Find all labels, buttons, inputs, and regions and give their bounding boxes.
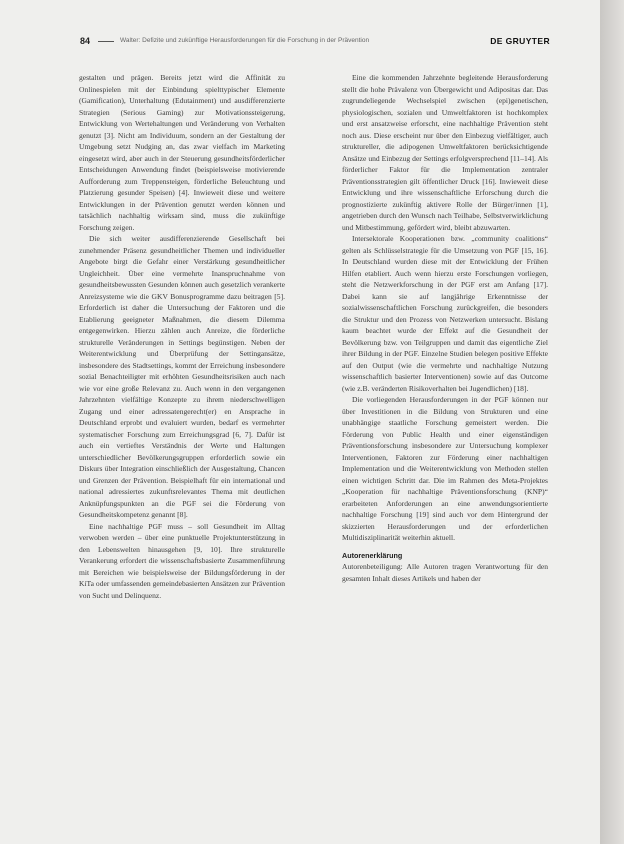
left-column bbox=[79, 72, 285, 601]
body-paragraph: gestalten und prägen. Bereits jetzt wird die Affinität zu Onlinespielen mit der Einbindung spielttypischer Elemente (Gamification), Unterhaltung (Edutainment) und ausdifferenzierte Strategien (Serious Gaming) zur Motivationssteigerung, Entwicklung von Wertehaltungen und Veränderung von Verhalten genutzt [3]. Nicht am Individuum, sondern an der Gestaltung der Umgebung setzt Nudging an, das zwar vielfach im Marketing eingesetzt wird, aber auch in der Steuerung gesundheitsförderlicher Entscheidungen Anwendung findet (beispielsweise motivierende Aufforderung zum Treppensteigen, förderliche Beleuchtung und Platzierung gesunder Speisen) [4]. Inwieweit diese und weitere Entwicklungen in der Prävention genutzt werden können und tatsächlich nachhaltig wirksam sind, muss die zukünftige Forschung zeigen. bbox=[79, 73, 285, 232]
page-edge-shadow bbox=[600, 0, 624, 844]
section-heading: Autorenerklärung bbox=[342, 550, 403, 560]
running-title: Walter: Defizite und zukünftige Herausforderungen für die Forschung in der Prävention bbox=[120, 37, 370, 44]
body-paragraph: Eine nachhaltige PGF muss – soll Gesundheit im Alltag verwoben werden – über eine punktuelle Projektunterstützung in den Lebenswelten hinausgehen [9, 10]. Ihre strukturelle Verankerung erfordert die wissenschaftsbasierte Zusammenführung mit Bereichen wie beispielsweise der Bildungsförderung in der KiTa oder umfassenden gemeindebasierten Ansätzen zur Prävention von Sucht und Delinquenz. bbox=[79, 521, 285, 600]
page-header bbox=[80, 34, 550, 48]
right-column bbox=[342, 72, 548, 584]
body-paragraph: Die sich weiter ausdifferenzierende Gesellschaft bei zunehmender Präsenz gesundheitlicher Themen und individueller Angebote birgt die Gefahr einer Verstärkung gesundheitlicher Ungleichheit. Über eine vermehrte Inanspruchnahme von gesundheitsbewussten Gesunden können auch gesetzlich verankerte Anreizsysteme wie die GKV Bonusprogramme dazu beitragen [5]. Erforderlich ist daher die Untersuchung der Faktoren und die Etablierung geeigneter Maßnahmen, die diesem Dilemma entgegenwirken. Hierzu zählen auch Anreize, die förderliche strukturelle Veränderungen in Settings begünstigen. Neben der Weiterentwicklung und Überprüfung der Settingansätze, insbesondere des Stadtsettings, kommt der Erreichung insbesondere sozial Benachteiligter mit erhöhten Gesundheitsrisiken auch nach wie vor eine große Relevanz zu. Auch wenn in den vergangenen Jahrzehnten vielfältige Konzepte zu ihrem niederschwelligen Zugang und einer adressatengerecht(er) en Ansprache in Deutschland erprobt und evaluiert wurden, bedarf es vermehrter systematischer Forschung zum Erreichungsgrad [6, 7]. Dafür ist auch ein vertieftes Verständnis der Werte und Haltungen unterschiedlicher Bevölkerungsgruppen erforderlich sowie ein Diskurs über Integration einschließlich der Ausgestaltung, Chancen und Grenzen der Prävention. Beispielhaft für ein international und national adressiertes zukunftsrelevantes Thema mit deutlichen Anknüpfungspunkten an die PGF sei die Förderung von Gesundheitskompetenz genannt [8]. bbox=[79, 234, 285, 519]
body-paragraph: Die vorliegenden Herausforderungen in der PGF können nur über Investitionen in die Bildung von Strukturen und eine unabhängige staatliche Forschung gemeistert werden. Die Förderung von Public Health und einer eigenständigen Präventionsforschung insbesondere zur Untersuchung komplexer Interventionen, Faktoren zur Förderung einer nachhaltigen Implementation und die Weiterentwicklung von Methoden stellen einen wichtigen Schritt dar. Die im Rahmen des Meta-Projektes „Kooperation für nachhaltige Präventionsforschung (KNP)“ erarbeiteten Anforderungen an eine anwendungsorientierte nachhaltige Forschung [19] sind auch vor dem Hintergrund der skizzierten Herausforderungen und der erforderlichen Multidisziplinarität weiterhin aktuell. bbox=[342, 395, 548, 542]
body-paragraph: Intersektorale Kooperationen bzw. „community coalitions“ gelten als Schlüsselstrategie für die Umsetzung von PGF [15, 16]. In Deutschland wurden diese mit der Entwicklung der Frühen Hilfen etabliert. Auch wenn hierzu erste Forschungen vorliegen, steht die Netzwerkforschung in der PGF erst am Anfang [17]. Dabei kann sie auf langjährige Erkenntnisse der sozialwissenschaftlichen Forschung zurückgreifen, die besonders die Struktur und den Prozess von Netzwerken untersucht. Bislang kaum beachtet wurde der Effekt auf die Gesundheit der Bevölkerung bzw. von Teilgruppen und damit das eigentliche Ziel ihrer Bildung in der PGF. Einzelne Studien belegen positive Effekte auf den Output (wie die vermehrte und nachhaltige Nutzung wissenschaftlich basierter Interventionen) sowie auf das Outcome (wie z.B. veränderten Risikoverhalten bei Jugendlichen) [18]. bbox=[342, 234, 548, 393]
header-dash bbox=[98, 41, 114, 42]
page-number: 84 bbox=[80, 36, 91, 46]
section-text: Autorenbeteiligung: Alle Autoren tragen Verantwortung für den gesamten Inhalt dieses Artikels und haben der bbox=[342, 562, 548, 583]
body-paragraph: Eine die kommenden Jahrzehnte begleitende Herausforderung stellt die hohe Prävalenz von Übergewicht und Adipositas dar. Das zugrundeliegende Wechselspiel zwischen (epi)genetischen, physiologischen, sozialen und Umweltfaktoren ist hochkomplex und erst ansatzweise erforscht, eine nachhaltige Prävention steht noch aus. Diese erscheint nur über den Einbezug vielfältiger, auch struktureller, die adipogenen Umweltfaktoren berücksichtigende Ansätze und Einbezug der Settings erfolgversprechend [11–14]. Als förderlicher Faktor für die Implementation zentraler Präventionsstrategien gilt öffentlicher Druck [16]. Inwieweit diese Entwicklung und ihre wissenschaftliche Erforschung durch die prognostizierte zukünftig aktivere Rolle der Bürger/innen [1], angetrieben durch den Wunsch nach Teilhabe, Selbstverwirklichung und Mitbestimmung, gefördert wird, bleibt abzuwarten. bbox=[342, 73, 548, 232]
publisher-logo: DE GRUYTER bbox=[490, 36, 550, 46]
